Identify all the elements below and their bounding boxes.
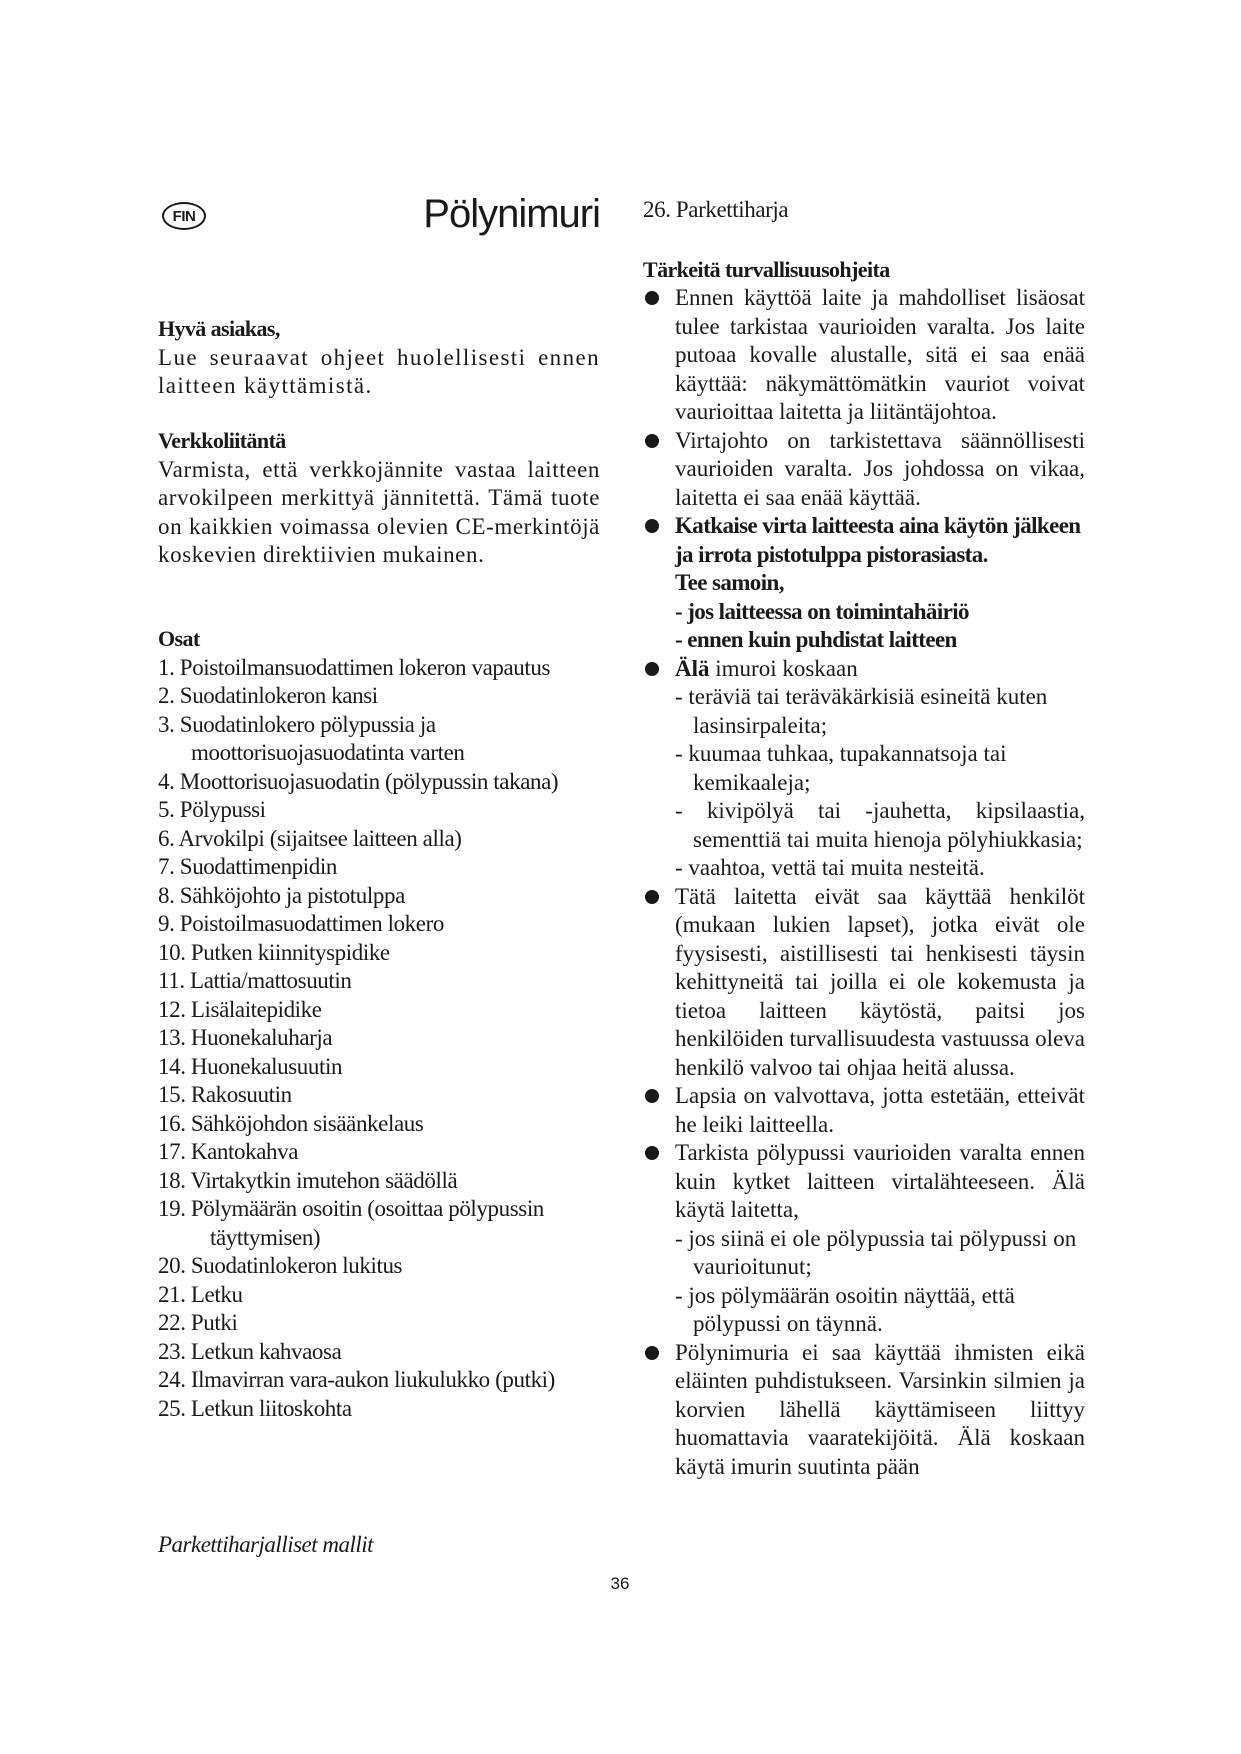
safety-text: Virtajohto on tarkistettava säännöllisesti vaurioiden varalta. Jos johdossa on vikaa, laitetta ei saa enää käyttää. xyxy=(675,427,1085,510)
greeting-section xyxy=(158,315,600,401)
list-item: 17. Kantokahva xyxy=(158,1139,299,1164)
list-item: 10. Putken kiinnityspidike xyxy=(158,939,390,965)
list-item: 11. Lattia/mattosuutin xyxy=(158,968,352,993)
greeting-heading: Hyvä asiakas, xyxy=(158,316,280,341)
safety-subitem: - jos siinä ei ole pölypussia tai pölypussi on vaurioitunut; xyxy=(675,1225,1077,1279)
list-item: 14. Huonekalusuutin xyxy=(158,1053,343,1079)
safety-list xyxy=(643,284,1085,1481)
list-item xyxy=(643,1139,1085,1339)
list-item: 21. Letku xyxy=(158,1281,243,1307)
bullet-icon xyxy=(645,662,659,676)
parts-list xyxy=(158,654,600,1424)
safety-heading: Tärkeitä turvallisuusohjeita xyxy=(643,257,890,282)
part-26: 26. Parkettiharja xyxy=(643,197,789,222)
safety-text: Pölynimuria ei saa käyttää ihmisten eikä eläinten puhdistukseen. Varsinkin silmien ja korvien lähellä käyttämiseen liittyy huomattavia vaaratekijöitä. Älä koskaan käytä imurin suutinta pään xyxy=(675,1339,1085,1479)
page-number: 36 xyxy=(610,1574,630,1593)
bullet-icon xyxy=(645,519,659,533)
safety-text: Katkaise virta laitteesta aina käytön jälkeen ja irrota pistotulppa pistorasiasta. xyxy=(675,513,1081,567)
list-item: 8. Sähköjohto ja pistotulppa xyxy=(158,882,405,908)
list-item xyxy=(643,1339,1085,1482)
models-note: Parkettiharjalliset mallit xyxy=(158,1532,374,1557)
safety-subitem: - kivipölyä tai -jauhetta, kipsilaastia, sementtiä tai muita hienoja pölyhiukkasia; xyxy=(675,798,1085,852)
list-item xyxy=(643,655,1085,883)
list-item: 22. Putki xyxy=(158,1310,238,1335)
list-item: 6. Arvokilpi (sijaitsee laitteen alla) xyxy=(158,825,462,851)
safety-subitem: - jos laitteessa on toimintahäiriö xyxy=(675,598,969,624)
safety-emphasis: Älä xyxy=(675,655,710,681)
safety-text: Ennen käyttöä laite ja mahdolliset lisäosat tulee tarkistaa vaurioiden varalta. Jos laite putoaa kovalle alustalle, sitä ei saa enää käyttää: näkymättömätkin vauriot voivat vaurioittaa laitetta ja liitäntäjohtoa. xyxy=(675,285,1085,424)
bullet-icon xyxy=(645,1089,659,1103)
list-item: 4. Moottorisuojasuodatin (pölypussin takana) xyxy=(158,768,559,794)
list-item xyxy=(643,284,1085,427)
safety-text: Tee samoin, xyxy=(675,570,784,595)
list-item xyxy=(643,512,1085,655)
greeting-text: Lue seuraavat ohjeet huolellisesti ennen laitteen käyttämistä. xyxy=(158,344,600,398)
list-item: 24. Ilmavirran vara-aukon liukulukko (putki) xyxy=(158,1367,555,1392)
safety-subitem: - kuumaa tuhkaa, tupakannatsoja tai kemikaaleja; xyxy=(675,741,1007,795)
safety-subitem: - ennen kuin puhdistat laitteen xyxy=(675,627,957,652)
safety-text: Lapsia on valvottava, jotta estetään, etteivät he leiki laitteella. xyxy=(675,1083,1085,1137)
list-item: 2. Suodatinlokeron kansi xyxy=(158,683,378,708)
list-item xyxy=(643,883,1085,1083)
safety-text: imuroi koskaan xyxy=(709,655,858,681)
list-item: 9. Poistoilmasuodattimen lokero xyxy=(158,911,444,936)
bullet-icon xyxy=(645,434,659,448)
list-item: 5. Pölypussi xyxy=(158,797,266,822)
mains-text: Varmista, että verkkojännite vastaa laitteen arvokilpeen merkittyä jännitettä. Tämä tuote on kaikkien voimassa olevien CE-merkintöjä koskevien direktiivien mukainen. xyxy=(158,456,600,567)
list-item: 16. Sähköjohdon sisäänkelaus xyxy=(158,1110,424,1136)
language-badge: FIN xyxy=(162,202,206,230)
bullet-icon xyxy=(645,1346,659,1360)
list-item: 12. Lisälaitepidike xyxy=(158,996,322,1022)
page-title: Pölynimuri xyxy=(423,192,600,236)
list-item: 3. Suodatinlokero pölypussia ja moottorisuojasuodatinta varten xyxy=(158,711,465,765)
bullet-icon xyxy=(645,1146,659,1160)
list-item: 13. Huonekaluharja xyxy=(158,1025,333,1050)
list-item: 20. Suodatinlokeron lukitus xyxy=(158,1253,403,1278)
safety-subitem: - jos pölymäärän osoitin näyttää, että pölypussi on täynnä. xyxy=(675,1282,1015,1336)
parts-section xyxy=(158,625,600,1423)
bullet-icon xyxy=(645,291,659,305)
list-item xyxy=(643,427,1085,513)
list-item xyxy=(643,1082,1085,1139)
safety-text: Tätä laitetta eivät saa käyttää henkilöt (mukaan lukien lapset), jotka eivät ole fyysisesti, aistillisesti tai henkisesti täysin kehittyneitä tai joilla ei ole kokemusta ja tietoa laitteen käytöstä, paitsi jos henkilöiden turvallisuudesta vastuussa oleva henkilö valvoo tai ohjaa heitä alussa. xyxy=(675,883,1085,1080)
list-item: 1. Poistoilmansuodattimen lokeron vapautus xyxy=(158,654,551,680)
mains-heading: Verkkoliitäntä xyxy=(158,428,286,453)
list-item: 15. Rakosuutin xyxy=(158,1082,292,1107)
list-item: 25. Letkun liitoskohta xyxy=(158,1395,352,1421)
mains-section xyxy=(158,427,600,570)
list-item: 7. Suodattimenpidin xyxy=(158,854,337,879)
safety-text: Tarkista pölypussi vaurioiden varalta ennen kuin kytket laitteen virtalähteeseen. Älä käytä laitetta, xyxy=(675,1140,1085,1222)
list-item: 19. Pölymäärän osoitin (osoittaa pölypussin täyttymisen) xyxy=(158,1196,544,1250)
safety-subitem: - vaahtoa, vettä tai muita nesteitä. xyxy=(675,855,985,880)
parts-heading: Osat xyxy=(158,626,200,651)
bullet-icon xyxy=(645,890,659,904)
list-item: 18. Virtakytkin imutehon säädöllä xyxy=(158,1167,458,1193)
safety-subitem: - teräviä tai teräväkärkisiä esineitä kuten lasinsirpaleita; xyxy=(675,684,1048,738)
list-item: 23. Letkun kahvaosa xyxy=(158,1338,342,1364)
